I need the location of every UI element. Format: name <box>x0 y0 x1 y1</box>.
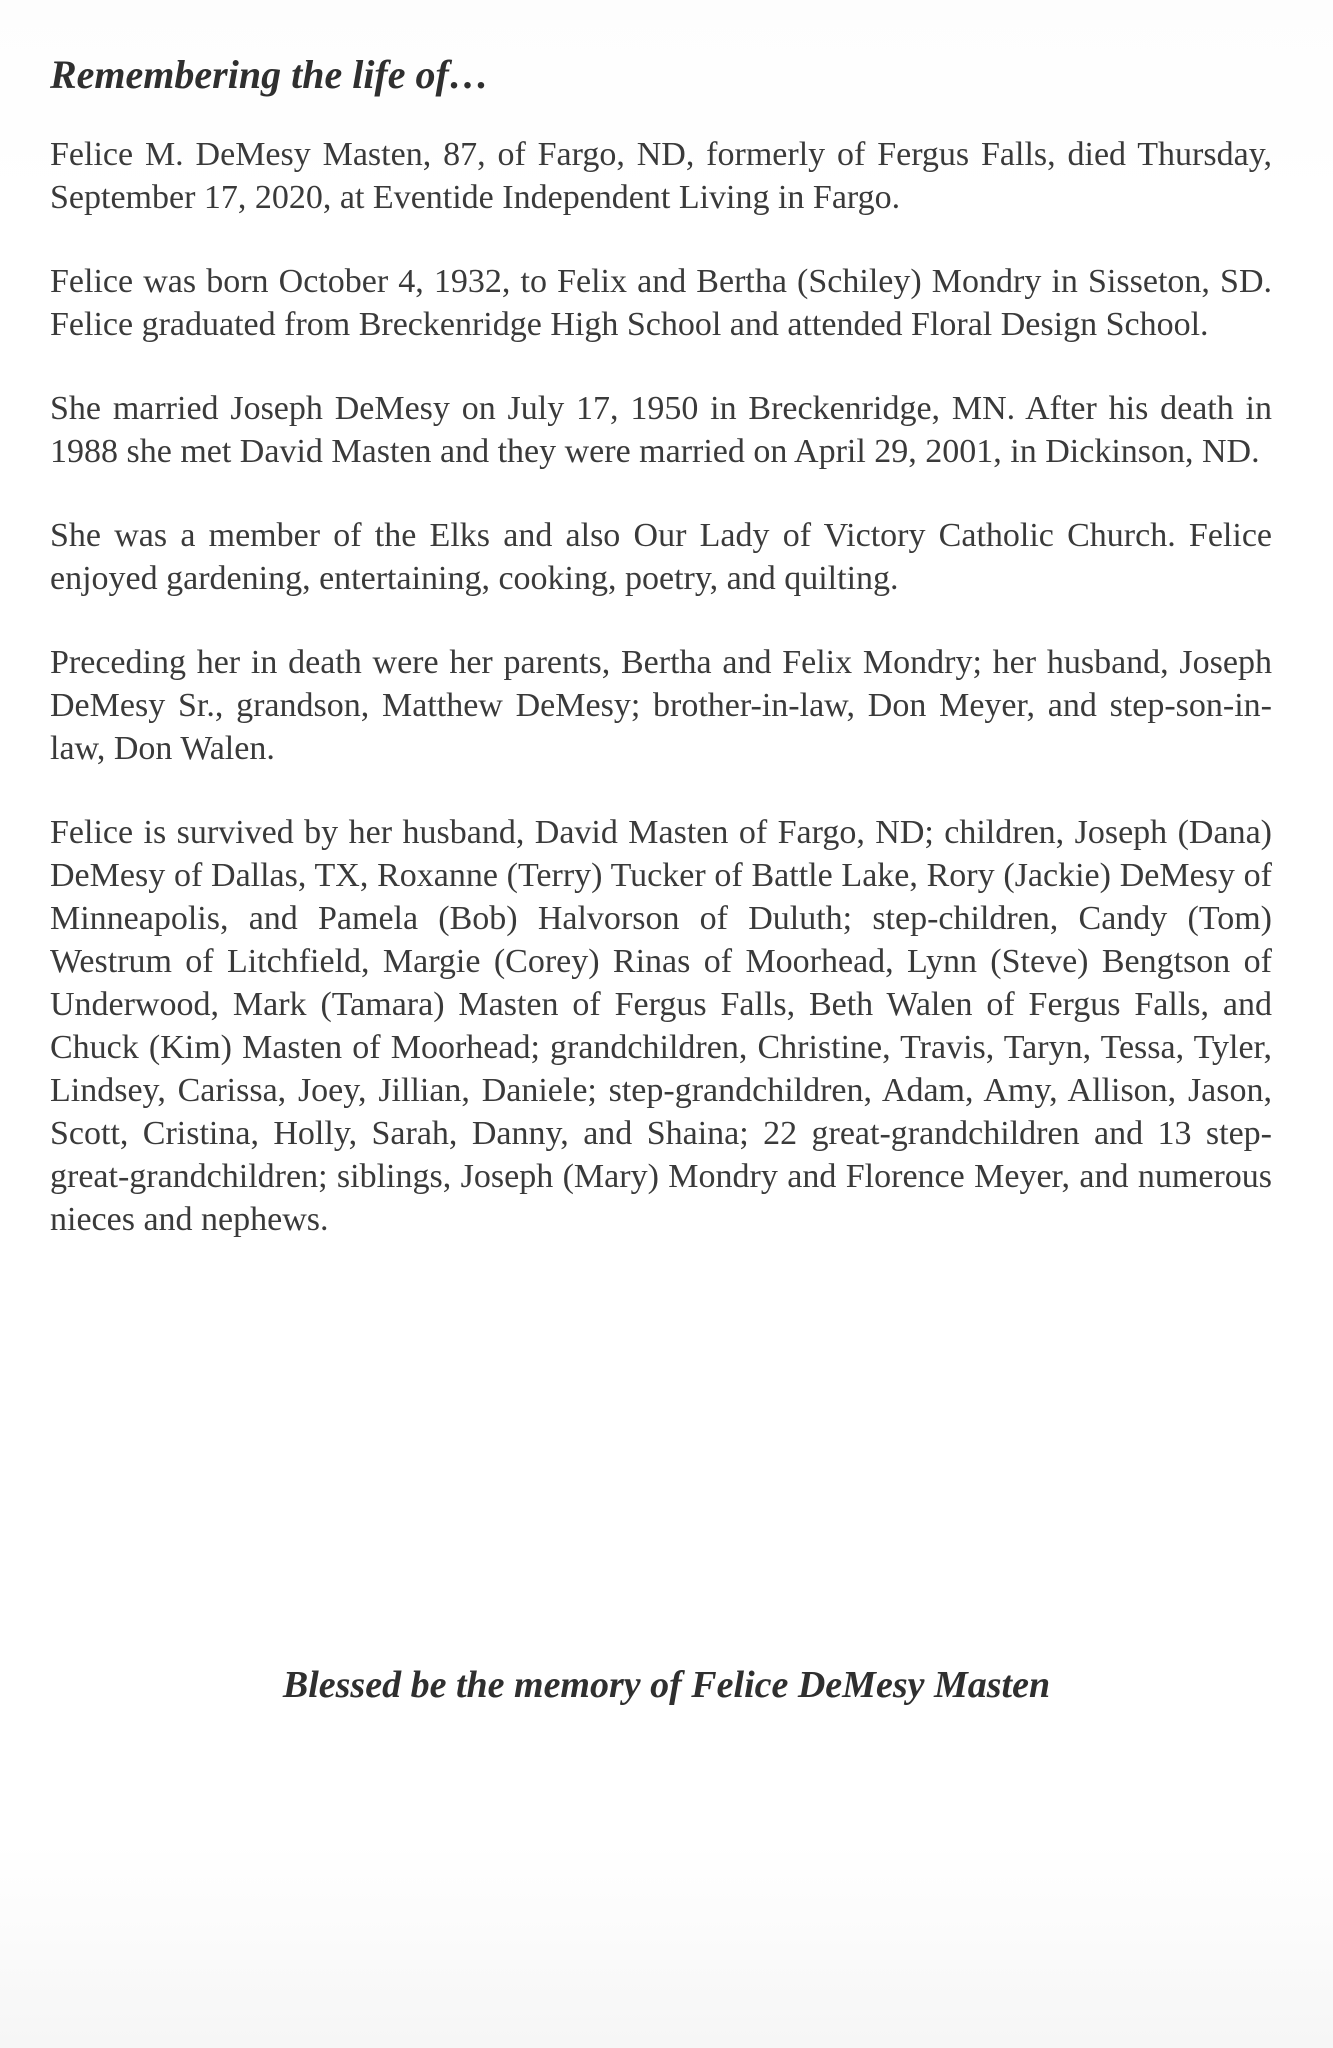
paragraph-marriage: She married Joseph DeMesy on July 17, 1950 in Breckenridge, MN. After his death in 1988 she met David Masten and they were married on April 29, 2001, in Dickinson, ND. <box>50 390 1272 470</box>
paragraph-survivors: Felice is survived by her husband, David Masten of Fargo, ND; children, Joseph (Dana) DeMesy of Dallas, TX, Roxanne (Terry) Tucker of Battle Lake, Rory (Jackie) DeMesy of Minneapolis, and Pamela (Bob) Halvorson of Duluth; step-children, Candy (Tom) Westrum of Litchfield, Margie (Corey) Rinas of Moorhead, Lynn (Steve) Bengtson of Underwood, Mark (Tamara) Masten of Fergus Falls, Beth Walen of Fergus Falls, and Chuck (Kim) Masten of Moorhead; grandchildren, Christine, Travis, Taryn, Tessa, Tyler, Lindsey, Carissa, Joey, Jillian, Daniele; step-grandchildren, Adam, Amy, Allison, Jason, Scott, Cristina, Holly, Sarah, Danny, and Shaina; 22 great-grandchildren and 13 step-great-grandchildren; siblings, Joseph (Mary) Mondry and Florence Meyer, and numerous nieces and nephews. <box>50 814 1272 1238</box>
obituary-body <box>50 50 1272 1282</box>
paragraph-birth-education: Felice was born October 4, 1932, to Felix and Bertha (Schiley) Mondry in Sisseton, SD. Felice graduated from Breckenridge High School and attended Floral Design School. <box>50 263 1272 343</box>
paragraph-preceded-in-death: Preceding her in death were her parents, Bertha and Felix Mondry; her husband, Joseph DeMesy Sr., grandson, Matthew DeMesy; brother-in-law, Don Meyer, and step-son-in-law, Don Walen. <box>50 644 1272 767</box>
document-heading: Remembering the life of… <box>50 52 489 97</box>
paragraph-death-notice: Felice M. DeMesy Masten, 87, of Fargo, ND, formerly of Fergus Falls, died Thursday, September 17, 2020, at Eventide Independent Living in Fargo. <box>50 136 1272 216</box>
paragraph-membership-hobbies: She was a member of the Elks and also Our Lady of Victory Catholic Church. Felice enjoyed gardening, entertaining, cooking, poetry, and quilting. <box>50 517 1272 597</box>
closing-memorial-line: Blessed be the memory of Felice DeMesy Masten <box>282 1664 1051 1706</box>
